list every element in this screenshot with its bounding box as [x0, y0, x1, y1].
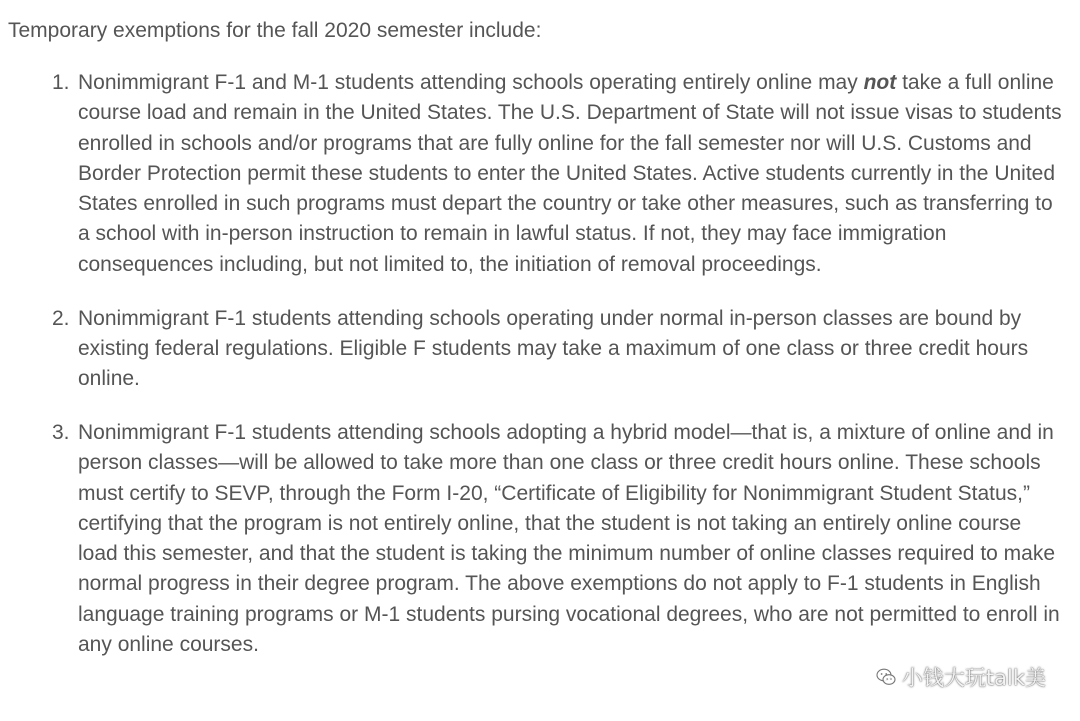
- list-item-text: Nonimmigrant F-1 students attending schools operating under normal in-person classes are bound by existing federal regulations. Eligible F students may take a maximum of one class or three credit hours online.: [78, 306, 1029, 391]
- list-item-number: 1.: [52, 71, 70, 94]
- watermark-text: 小钱大玩talk美: [901, 666, 1046, 690]
- list-item: [0, 304, 1080, 395]
- exemptions-list: [0, 68, 1080, 684]
- list-item-text-end: take a full online course load and remain in the United States. The U.S. Department of State will not issue visas to students enrolled in schools and/or programs that are fully online for the fall semester nor will U.S. Customs and Border Protection permit these students to enter the United States. Active students currently in the United States enrolled in such programs must depart the country or take other measures, such as transferring to a school with in-person instruction to remain in lawful status. If not, they may face immigration consequences including, but not limited to, the initiation of removal proceedings.: [78, 71, 1062, 276]
- intro-text: Temporary exemptions for the fall 2020 semester include:: [8, 19, 542, 42]
- wechat-icon: [876, 667, 896, 687]
- list-item-text: Nonimmigrant F-1 students attending schools adopting a hybrid model—that is, a mixture of online and in person classes—will be allowed to take more than one class or three credit hours online. These schools must certify to SEVP, through the Form I-20, “Certificate of Eligibility for Nonimmigrant Student Status,” certifying that the program is not entirely online, that the student is not taking an entirely online course load this semester, and that the student is taking the minimum number of online classes required to make normal progress in their degree program. The above exemptions do not apply to F-1 students in English language training programs or M-1 students pursing vocational degrees, who are not permitted to enroll in any online courses.: [78, 420, 1060, 657]
- emphasis-not: not: [863, 71, 897, 94]
- list-item-text: [78, 71, 1062, 276]
- list-item-number: 3.: [52, 420, 70, 444]
- list-item-text-start: Nonimmigrant F-1 and M-1 students attending schools operating entirely online may: [78, 71, 864, 94]
- list-item-number: 2.: [52, 306, 70, 330]
- list-item: [0, 68, 1080, 280]
- list-item: [0, 418, 1080, 660]
- watermark: [876, 662, 1046, 692]
